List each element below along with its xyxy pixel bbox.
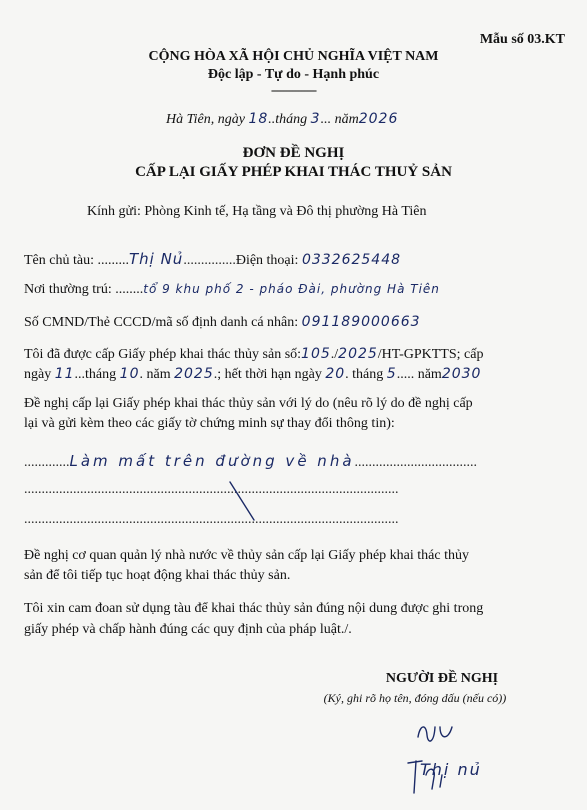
signer-note: (Ký, ghi rõ họ tên, đóng dấu (nếu có))	[323, 691, 507, 705]
issue-nam-label: . năm	[139, 367, 171, 382]
signature-initials	[418, 727, 452, 741]
signer-title: NGƯỜI ĐỀ NGHỊ	[385, 671, 499, 686]
owner-row	[24, 250, 401, 269]
header-rule: ---------------	[271, 83, 316, 97]
reason-value-row	[24, 452, 564, 471]
id-value: 091189000663	[301, 314, 421, 330]
issue-day: 11	[54, 366, 75, 382]
owner-dots: ...............	[183, 253, 236, 268]
motto: Độc lập - Tự do - Hạnh phúc	[207, 67, 380, 82]
nation-heading: CỘNG HÒA XÃ HỘI CHỦ NGHĨA VIỆT NAM	[148, 49, 439, 64]
residence-row	[24, 282, 440, 298]
date-year-label: ... năm	[320, 112, 359, 127]
commit-line1: Tôi xin cam đoan sử dụng tàu để khai thác thủy sản đúng nội dung được ghi trong	[24, 601, 484, 616]
reason-dots-post: ...................................	[354, 455, 478, 470]
reason-value: Làm mất trên đường về nhà	[69, 452, 355, 470]
issue-month: 10	[119, 366, 140, 382]
id-label: Số CMND/Thẻ CCCD/mã số định danh cá nhân:	[24, 315, 299, 330]
request-line2: sản để tôi tiếp tục hoạt động khai thác thủy sản.	[24, 568, 291, 583]
date-year: 2026	[358, 111, 399, 127]
expire-nam-label: ..... năm	[396, 367, 442, 382]
signer-name: Thị nủ	[420, 760, 482, 779]
expire-day: 20	[325, 366, 346, 382]
title-line1: ĐƠN ĐỀ NGHỊ	[242, 145, 345, 161]
title-line2: CẤP LẠI GIẤY PHÉP KHAI THÁC THUỶ SẢN	[135, 164, 452, 180]
request-line1: Đề nghị cơ quan quản lý nhà nước về thủy sản cấp lại Giấy phép khai thác thủy	[24, 548, 469, 563]
expire-thang-label: . tháng	[345, 367, 384, 382]
license-prefix: Tôi đã được cấp Giấy phép khai thác thủy sản số:	[24, 347, 302, 362]
license-year-code: 2025	[338, 346, 378, 362]
expire-month: 5	[386, 366, 397, 382]
reason-line2: lại và gửi kèm theo các giấy tờ chứng minh sự thay đổi thông tin):	[24, 416, 395, 431]
strike-mark	[226, 478, 266, 528]
date-month: 3	[310, 111, 321, 127]
date-month-label: ..tháng	[268, 112, 308, 127]
license-suffix: /HT-GPKTTS; cấp	[377, 347, 484, 362]
date-line	[166, 111, 398, 128]
recipient: Kính gửi: Phòng Kinh tế, Hạ tầng và Đô thị phường Hà Tiên	[87, 204, 427, 219]
owner-value: Thị Nủ	[128, 250, 184, 268]
issue-year: 2025	[174, 366, 214, 382]
reason-blank-line2: ...........................................................................................................	[24, 482, 399, 497]
date-day: 18	[248, 111, 269, 127]
license-number: 105	[301, 346, 331, 362]
license-line2	[24, 366, 481, 383]
phone-label: Điện thoại:	[235, 253, 299, 268]
issue-thang-label: ...tháng	[74, 367, 117, 382]
reason-line1: Đề nghị cấp lại Giấy phép khai thác thủy sản với lý do (nêu rõ lý do đề nghị cấp	[24, 396, 473, 411]
id-row	[24, 314, 421, 331]
strike-stroke	[230, 482, 254, 520]
form-code: Mẫu số 03.KT	[479, 32, 565, 47]
commit-line2: giấy phép và chấp hành đúng các quy định của pháp luật./.	[24, 622, 352, 637]
expire-year: 2030	[441, 366, 482, 382]
issue-ngay-label: ngày	[24, 367, 52, 382]
reason-dots-pre: .............	[24, 455, 70, 470]
residence-value: tổ 9 khu phố 2 - pháo Đài, phường Hà Tiên	[143, 282, 440, 296]
reason-blank-line3: ...........................................................................................................	[24, 512, 399, 527]
license-slash: ./	[330, 347, 339, 362]
date-place: Hà Tiên, ngày	[166, 112, 245, 127]
expire-label: .; hết thời hạn ngày	[213, 367, 322, 382]
license-line1	[24, 346, 483, 363]
owner-label: Tên chủ tàu: .........	[24, 253, 129, 268]
phone-value: 0332625448	[301, 252, 402, 268]
residence-label: Nơi thường trú: ........	[24, 282, 144, 297]
